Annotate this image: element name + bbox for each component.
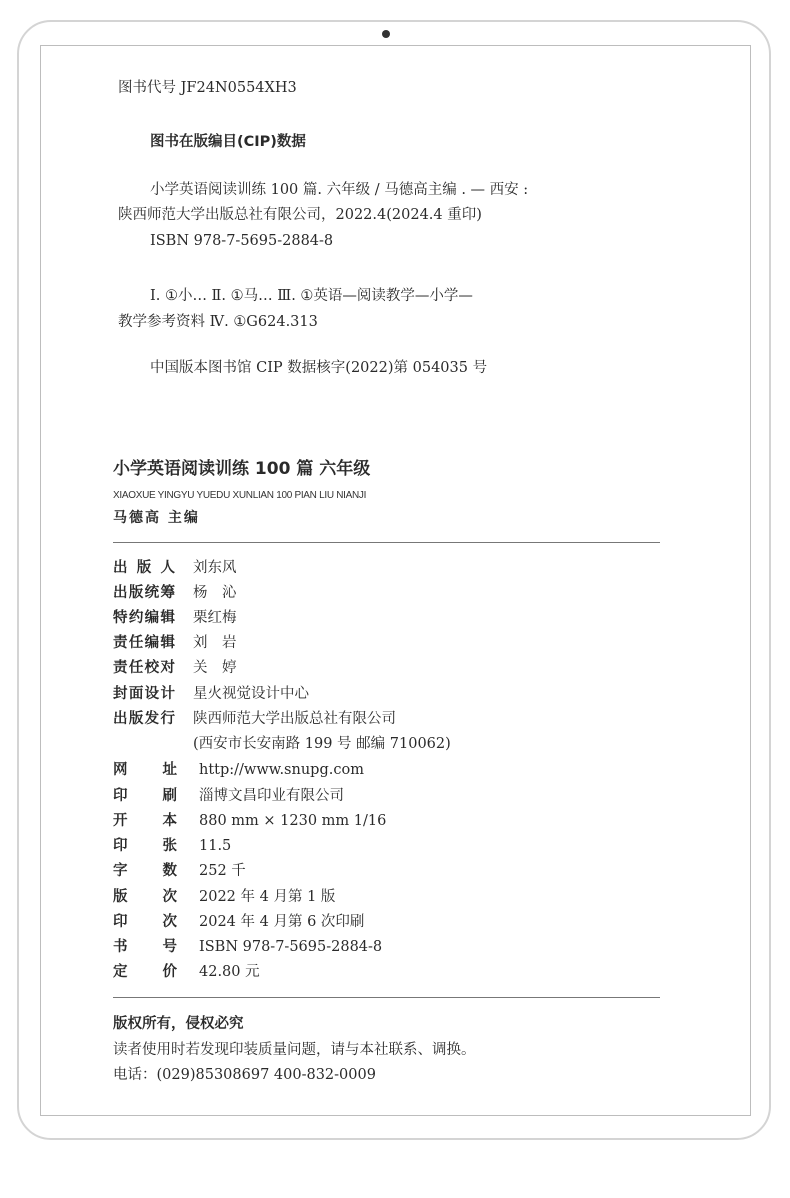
label-char: 次: [162, 889, 177, 905]
cip-line1: 小学英语阅读训练 100 篇. 六年级 / 马德高主编 . — 西安 :: [150, 182, 529, 198]
detail-value: 关 婷: [193, 660, 237, 676]
detail-label: [113, 812, 177, 830]
label-char: 对: [160, 660, 175, 676]
label-char: 号: [162, 939, 177, 955]
detail-label: [113, 963, 177, 981]
detail-row: [113, 735, 451, 753]
detail-label: [113, 685, 175, 703]
detail-value: ISBN 978-7-5695-2884-8: [199, 939, 383, 955]
detail-value: 11.5: [199, 838, 232, 854]
detail-value: 陕西师范大学出版总社有限公司: [193, 711, 396, 727]
cip-class2: 教学参考资料 Ⅳ. ①G624.313: [118, 314, 318, 330]
detail-label: [113, 559, 175, 577]
detail-row: [113, 609, 237, 627]
book-title: 小学英语阅读训练 100 篇 六年级: [113, 459, 371, 479]
detail-label: [113, 710, 175, 728]
label-char: 定: [113, 964, 128, 980]
detail-label: [113, 584, 175, 602]
detail-row: [113, 685, 309, 703]
label-char: 计: [160, 686, 175, 702]
detail-row: [113, 837, 231, 855]
camera-icon: [382, 30, 390, 38]
detail-label: [113, 735, 175, 753]
cip-record: 中国版本图书馆 CIP 数据核字(2022)第 054035 号: [150, 360, 488, 376]
label-char: 发: [144, 711, 160, 727]
detail-row: [113, 963, 260, 981]
label-char: 本: [162, 813, 177, 829]
detail-value: http://www.snupg.com: [199, 762, 364, 778]
detail-label: [113, 888, 177, 906]
label-char: 编: [144, 610, 160, 626]
cip-isbn: ISBN 978-7-5695-2884-8: [150, 233, 334, 249]
label-char: 辑: [160, 610, 175, 626]
label-char: 出: [113, 560, 128, 576]
cip-line2: 陕西师范大学出版总社有限公司，2022.4(2024.4 重印): [118, 207, 482, 223]
book-editor: 马德高 主编: [113, 510, 200, 526]
label-char: 印: [113, 788, 128, 804]
detail-label: [113, 913, 177, 931]
label-char: 编: [144, 635, 160, 651]
detail-row: [113, 584, 237, 602]
detail-value: 42.80 元: [199, 964, 260, 980]
label-char: 面: [128, 686, 144, 702]
detail-row: [113, 559, 237, 577]
detail-label: [113, 609, 175, 627]
label-char: 责: [113, 660, 128, 676]
detail-label: [113, 659, 175, 677]
label-char: 版: [136, 560, 152, 576]
label-char: 特: [113, 610, 128, 626]
label-char: 任: [128, 635, 144, 651]
label-char: 张: [162, 838, 177, 854]
divider: [113, 997, 660, 998]
label-char: 版: [113, 889, 128, 905]
detail-row: [113, 913, 364, 931]
detail-value: 杨 沁: [193, 585, 237, 601]
label-char: 网: [113, 762, 128, 778]
label-char: 设: [144, 686, 160, 702]
detail-value: 栗红梅: [193, 610, 237, 626]
book-pinyin: XIAOXUE YINGYU YUEDU XUNLIAN 100 PIAN LIU NIANJI: [113, 490, 367, 501]
label-char: 次: [162, 914, 177, 930]
label-char: 封: [113, 686, 128, 702]
label-char: 统: [144, 585, 160, 601]
detail-label: [113, 837, 177, 855]
label-char: 行: [160, 711, 175, 727]
detail-label: [113, 938, 177, 956]
label-char: 出: [113, 711, 128, 727]
label-char: 出: [113, 585, 128, 601]
detail-value: (西安市长安南路 199 号 邮编 710062): [193, 736, 451, 752]
label-char: 版: [128, 711, 144, 727]
detail-label: [113, 634, 175, 652]
detail-value: 880 mm × 1230 mm 1/16: [199, 813, 387, 829]
quality-notice: 读者使用时若发现印装质量问题，请与本社联系、调换。: [113, 1042, 476, 1058]
detail-label: [113, 787, 177, 805]
detail-row: [113, 634, 237, 652]
phone: 电话：(029)85308697 400-832-0009: [113, 1067, 376, 1083]
detail-label: [113, 862, 177, 880]
label-char: 约: [128, 610, 144, 626]
detail-row: [113, 862, 246, 880]
detail-value: 星火视觉设计中心: [193, 686, 309, 702]
label-char: 人: [160, 560, 175, 576]
detail-row: [113, 888, 335, 906]
label-char: 筹: [160, 585, 175, 601]
label-char: 字: [113, 863, 128, 879]
label-char: 印: [113, 838, 128, 854]
label-char: 刷: [162, 788, 177, 804]
detail-row: [113, 787, 344, 805]
detail-label: [113, 761, 177, 779]
cip-heading: 图书在版编目(CIP)数据: [150, 134, 306, 150]
detail-row: [113, 710, 396, 728]
label-char: 印: [113, 914, 128, 930]
detail-value: 淄博文昌印业有限公司: [199, 788, 344, 804]
detail-row: [113, 761, 364, 779]
cip-class1: Ⅰ. ①小… Ⅱ. ①马… Ⅲ. ①英语—阅读教学—小学—: [150, 288, 473, 304]
label-char: 书: [113, 939, 128, 955]
label-char: 版: [128, 585, 144, 601]
detail-row: [113, 812, 386, 830]
detail-row: [113, 938, 382, 956]
book-code: 图书代号 JF24N0554XH3: [118, 80, 297, 96]
label-char: 任: [128, 660, 144, 676]
detail-value: 刘东风: [193, 560, 237, 576]
label-char: 辑: [160, 635, 175, 651]
label-char: 价: [162, 964, 177, 980]
detail-value: 2022 年 4 月第 1 版: [199, 889, 336, 905]
label-char: 址: [162, 762, 177, 778]
detail-value: 252 千: [199, 863, 246, 879]
copyright-notice: 版权所有，侵权必究: [113, 1016, 244, 1032]
detail-row: [113, 659, 237, 677]
label-char: 数: [162, 863, 177, 879]
detail-value: 2024 年 4 月第 6 次印刷: [199, 914, 365, 930]
label-char: 校: [144, 660, 160, 676]
label-char: 开: [113, 813, 128, 829]
divider: [113, 542, 660, 543]
label-char: 责: [113, 635, 128, 651]
detail-value: 刘 岩: [193, 635, 237, 651]
